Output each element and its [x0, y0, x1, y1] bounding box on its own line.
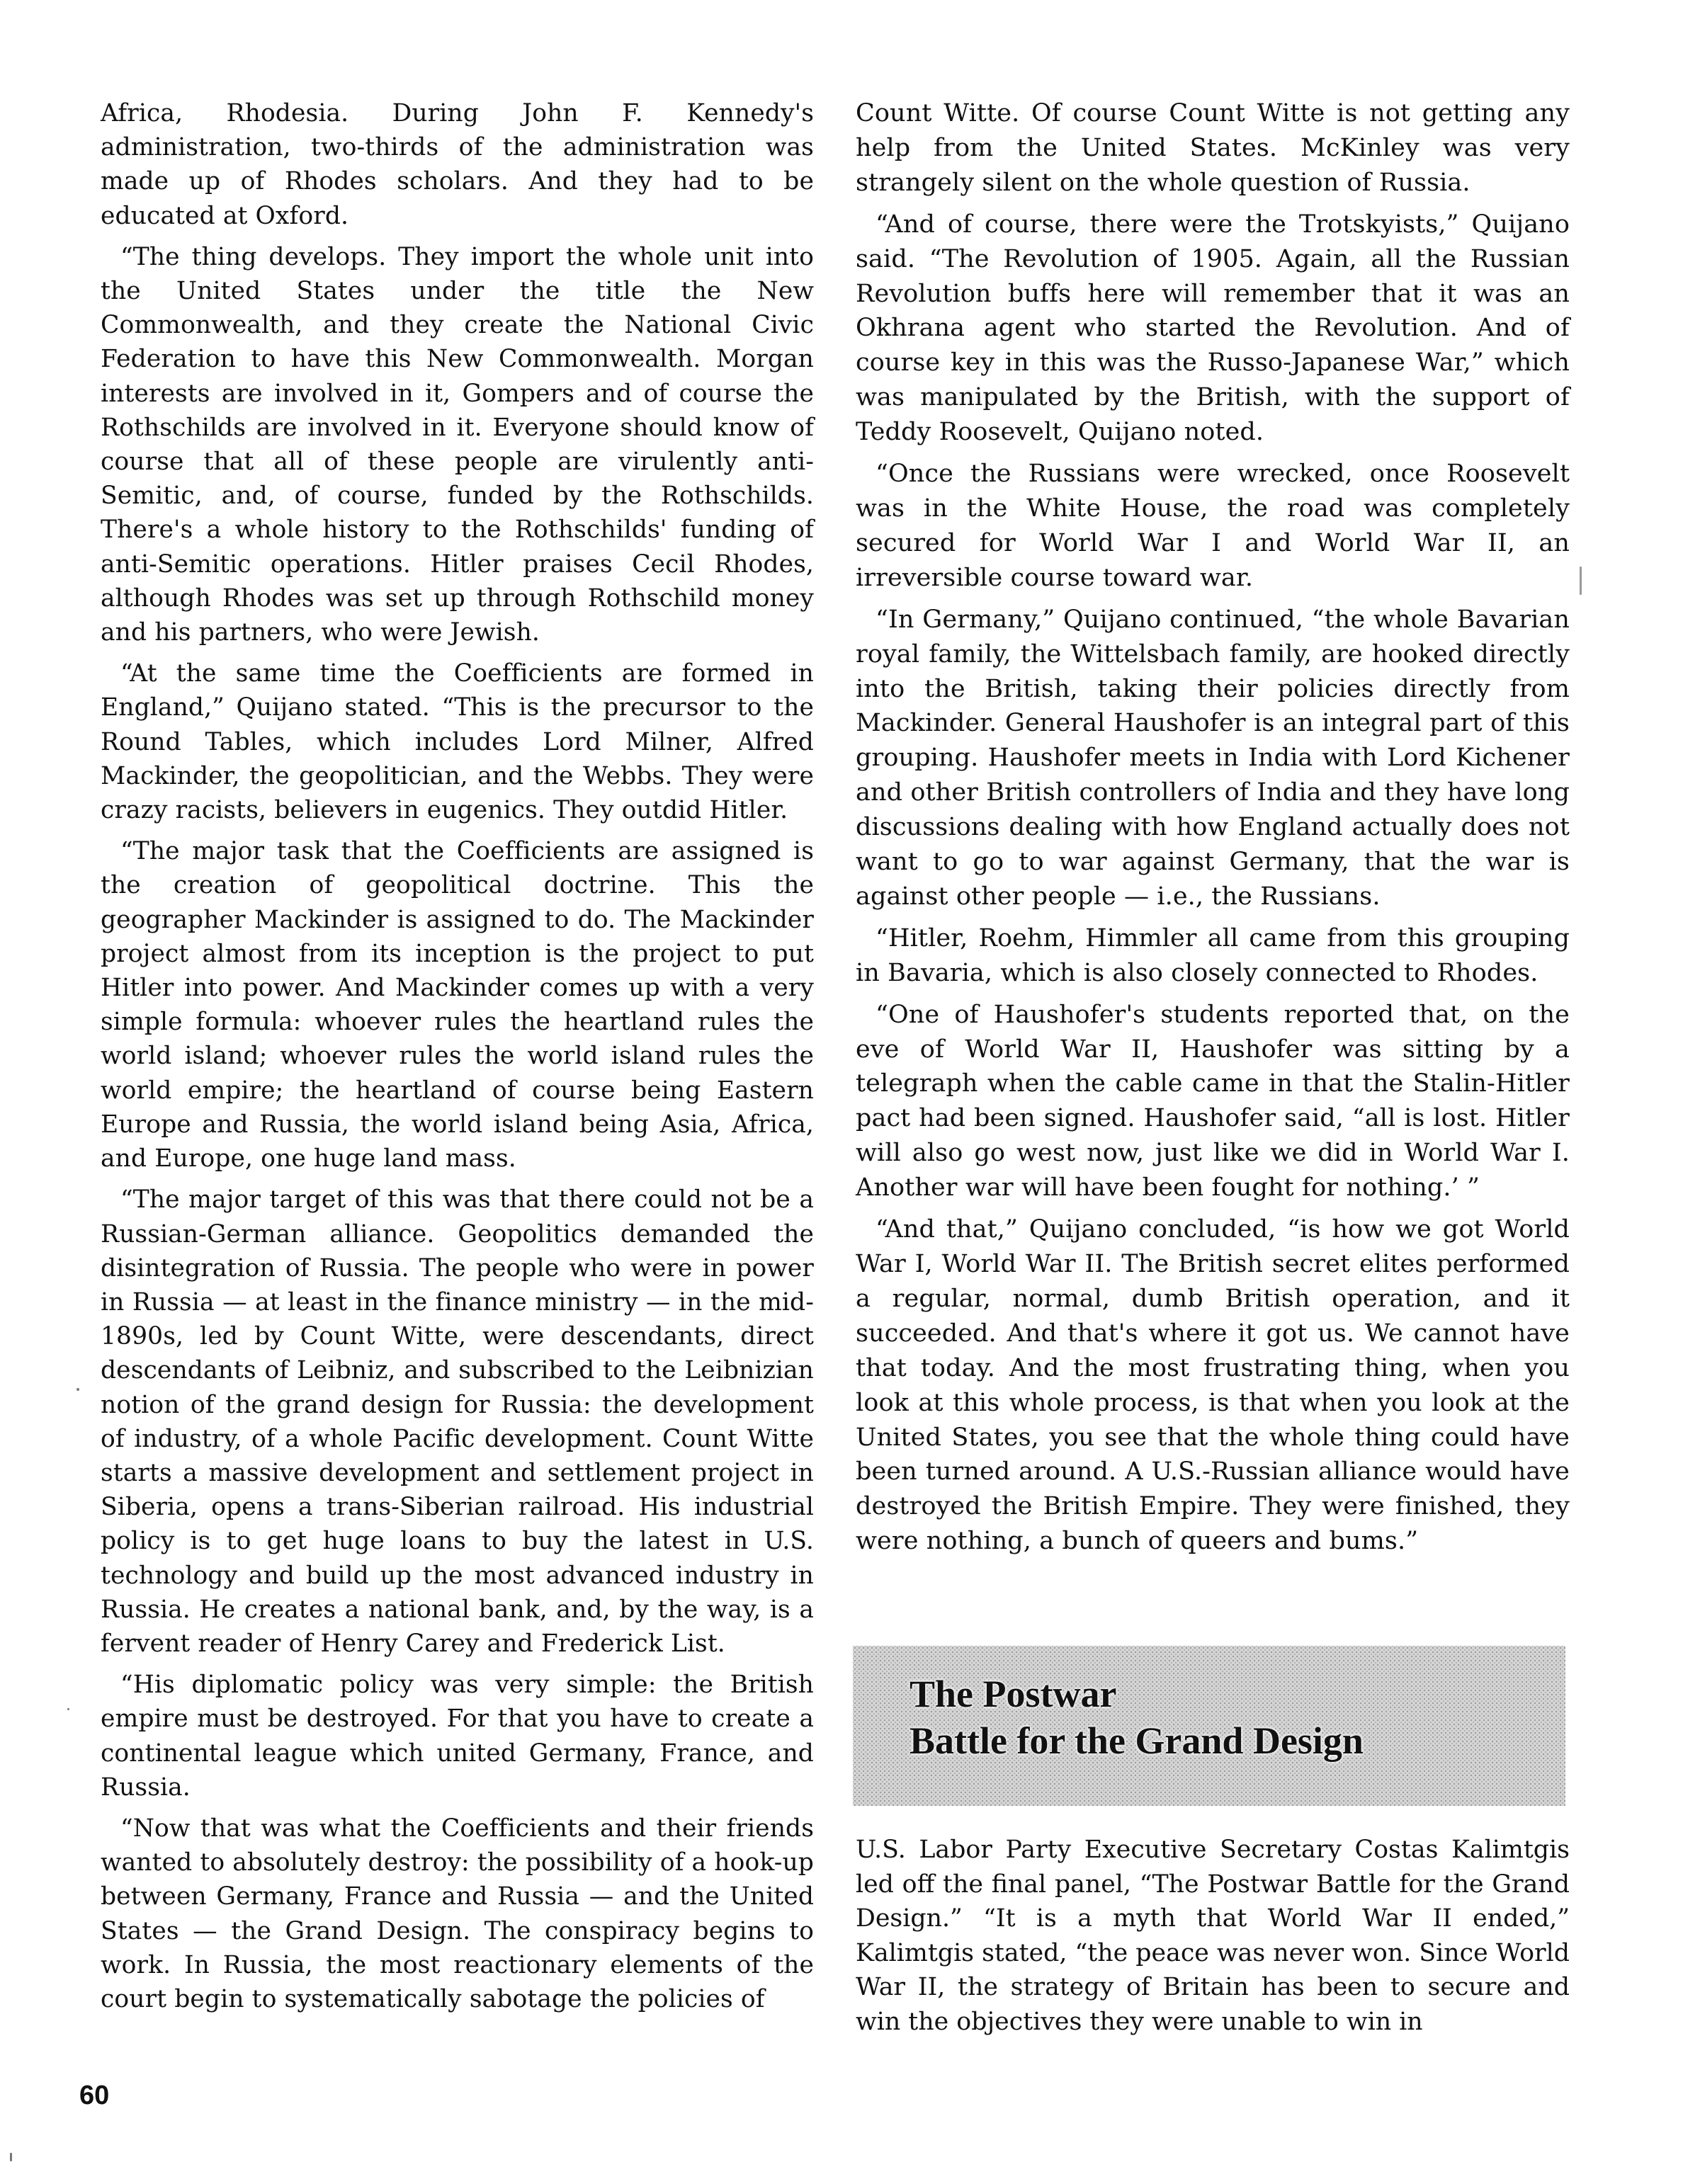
scan-speck: [76, 1388, 79, 1391]
post-heading-text: [856, 1833, 1570, 2039]
section-heading-line-2: Battle for the Grand Design: [910, 1719, 1364, 1762]
paragraph: “Once the Russians were wrecked, once Roosevelt was in the White House, the road was completely secured for World War I and World War II, an irreversible course toward war.: [856, 460, 1570, 592]
scan-speck: [1580, 567, 1582, 595]
right-column: [856, 96, 1570, 1559]
paragraph: “And of course, there were the Trotskyists,” Quijano said. “The Revolution of 1905. Again, all the Russian Revolution buffs here will remember that it was an Okhrana agent who started the Revolution. And of course key in this was the Russo-Japanese War,” which was manipulated by the British, with the support of Teddy Roosevelt, Quijano noted.: [856, 210, 1570, 447]
paragraph: “At the same time the Coefficients are formed in England,” Quijano stated. “This is the precursor to the Round Tables, which includes Lord Milner, Alfred Mackinder, the geopolitician, and the Webbs. They were crazy racists, believers in eugenics. They outdid Hitler.: [101, 659, 814, 825]
section-heading-line-1: The Postwar: [910, 1673, 1117, 1715]
left-column: [101, 96, 814, 2023]
paragraph: “The thing develops. They import the whole unit into the United States under the title the New Commonwealth, and they create the National Civic Federation to have this New Commonwealth. Morgan interests are involved in it, Gompers and of course the Rothschilds are involved in it. Everyone should know of course that all of these people are virulently anti-Semitic, and, of course, funded by the Rothschilds. There's a whole history to the Rothschilds' funding of anti-Semitic operations. Hitler praises Cecil Rhodes, although Rhodes was set up through Rothschild money and his partners, who were Jewish.: [101, 242, 814, 647]
paragraph: “Now that was what the Coefficients and their friends wanted to absolutely destroy: the possibility of a hook-up between Germany, France and Russia — and the United States — the Grand Design. The conspiracy begins to work. In Russia, the most reactionary elements of the court begin to systematically sabotage the policies of: [101, 1814, 814, 2013]
section-heading-box: [853, 1646, 1565, 1806]
paragraph: “His diplomatic policy was very simple: the British empire must be destroyed. For that you have to create a continental league which united Germany, France, and Russia.: [101, 1671, 814, 1802]
scan-speck: [10, 2153, 12, 2161]
page-number: 60: [79, 2081, 110, 2110]
paragraph: Africa, Rhodesia. During John F. Kennedy's administration, two-thirds of the administration was made up of Rhodes scholars. And they had to be educated at Oxford.: [101, 99, 814, 230]
paragraph: “The major task that the Coefficients are assigned is the creation of geopolitical doctrine. This the geographer Mackinder is assigned to do. The Mackinder project almost from its inception is the project to put Hitler into power. And Mackinder comes up with a very simple formula: whoever rules the heartland rules the world island; whoever rules the world island rules the world empire; the heartland of course being Eastern Europe and Russia, the world island being Asia, Africa, and Europe, one huge land mass.: [101, 837, 814, 1173]
paragraph: “In Germany,” Quijano continued, “the whole Bavarian royal family, the Wittelsbach family, are hooked directly into the British, taking their policies directly from Mackinder. General Haushofer is an integral part of this grouping. Haushofer meets in India with Lord Kichener and other British controllers of India and they have long discussions dealing with how England actually does not want to go to war against Germany, that the war is against other people — i.e., the Russians.: [856, 605, 1570, 911]
paragraph: “And that,” Quijano concluded, “is how we got World War I, World War II. The British secret elites performed a regular, normal, dumb British operation, and it succeeded. And that's where it got us. We cannot have that today. And the most frustrating thing, when you look at this whole process, is that when you look at the United States, you see that the whole thing could have been turned around. A U.S.-Russian alliance would have destroyed the British Empire. They were finished, they were nothing, a bunch of queers and bums.”: [856, 1215, 1570, 1556]
paragraph: “The major target of this was that there could not be a Russian-German alliance. Geopolitics demanded the disintegration of Russia. The people who were in power in Russia — at least in the finance ministry — in the mid-1890s, led by Count Witte, were descendants, direct descendants of Leibniz, and subscribed to the Leibnizian notion of the grand design for Russia: the development of industry, of a whole Pacific development. Count Witte starts a massive development and settlement project in Siberia, opens a trans-Siberian railroad. His industrial policy is to get huge loans to buy the latest in U.S. technology and build up the most advanced industry in Russia. He creates a national bank, and, by the way, is a fervent reader of Henry Carey and Frederick List.: [101, 1185, 814, 1658]
paragraph: U.S. Labor Party Executive Secretary Costas Kalimtgis led off the final panel, “The Postwar Battle for the Grand Design.” “It is a myth that World War II ended,” Kalimtgis stated, “the peace was never won. Since World War II, the strategy of Britain has been to secure and win the objectives they were unable to win in: [856, 1836, 1570, 2036]
paragraph: “One of Haushofer's students reported that, on the eve of World War II, Haushofer was sitting by a telegraph when the cable came in that the Stalin-Hitler pact had been signed. Haushofer said, “all is lost. Hitler will also go west now, just like we did in World War I. Another war will have been fought for nothing.’ ”: [856, 1000, 1570, 1202]
paragraph: “Hitler, Roehm, Himmler all came from this grouping in Bavaria, which is also closely connected to Rhodes.: [856, 923, 1570, 987]
paragraph: Count Witte. Of course Count Witte is not getting any help from the United States. McKinley was very strangely silent on the whole question of Russia.: [856, 99, 1570, 197]
scan-speck: [67, 1708, 69, 1710]
